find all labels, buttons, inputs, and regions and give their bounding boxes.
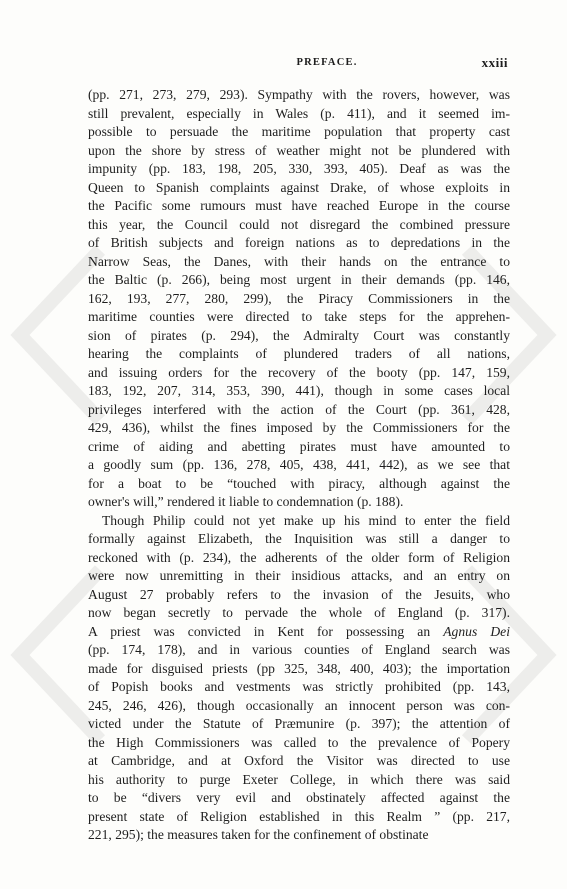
text-line: Narrow Seas, the Danes, with their hands on the entrance to xyxy=(88,253,510,269)
text-line: (pp. 174, 178), and in various counties of England search was xyxy=(88,642,510,657)
text-line: 162, 193, 277, 280, 299), the Piracy Commissioners in the xyxy=(88,290,510,306)
text-line: upon the shore by stress of weather might not be plundered with xyxy=(88,142,510,158)
paragraph xyxy=(88,86,510,512)
paragraph xyxy=(88,512,510,845)
text-line: now began secretly to pervade the whole of England (p. 317). xyxy=(88,605,510,620)
text-line: Though Philip could not yet make up his mind to enter the field xyxy=(102,512,510,528)
text-line: Queen to Spanish complaints against Drake, of whose exploits in xyxy=(88,179,510,195)
text-line: were now unremitting in their insidious attacks, and an entry on xyxy=(88,568,510,583)
text-line: of Popish books and vestments was strictly prohibited (pp. 143, xyxy=(88,679,510,694)
text-line: privileges interfered with the action of the Court (pp. 361, 428, xyxy=(88,401,510,417)
text-line: a goodly sum (pp. 136, 278, 405, 438, 441, 442), as we see that xyxy=(88,457,510,472)
text-line: the Baltic (p. 266), being most urgent in their demands (pp. 146, xyxy=(88,272,510,287)
text-line: 429, 436), whilst the fines imposed by the Commissioners for the xyxy=(88,420,510,435)
text-line: his authority to purge Exeter College, in which there was said xyxy=(88,771,510,787)
text-line: to be “divers very evil and obstinately affected against the xyxy=(88,790,510,805)
text-line: at Cambridge, and at Oxford the Visitor was directed to use xyxy=(88,753,510,768)
text-line: A priest was convicted in Kent for possessing an Agnus Dei xyxy=(88,623,510,639)
text-line: of British subjects and foreign nations as to depredations in the xyxy=(88,235,510,250)
text-line: (pp. 271, 273, 279, 293). Sympathy with the rovers, however, was xyxy=(88,87,510,102)
page-header xyxy=(98,57,508,73)
text-line: 221, 295); the measures taken for the confinement of obstinate xyxy=(88,827,429,842)
text-line: the Pacific some rumours must have reached Europe in the course xyxy=(88,198,510,213)
text-line: for a boat to be “touched with piracy, although against the xyxy=(88,475,510,491)
text-line: owner's will,” rendered it liable to condemnation (p. 188). xyxy=(88,494,404,509)
text-line: present state of Religion established in this Realm ” (pp. 217, xyxy=(88,808,510,824)
text-line: formally against Elizabeth, the Inquisition was still a danger to xyxy=(88,531,510,546)
text-line: August 27 probably refers to the invasion of the Jesuits, who xyxy=(88,586,510,602)
page-number: xxiii xyxy=(481,55,508,70)
text-line: possible to persuade the maritime population that property cast xyxy=(88,124,510,139)
body-text xyxy=(88,86,510,845)
text-line: 183, 192, 207, 314, 353, 390, 441), though in some cases local xyxy=(88,383,510,398)
text-line: this year, the Council could not disregard the combined pressure xyxy=(88,216,510,232)
text-line: 245, 246, 426), though occasionally an innocent person was con- xyxy=(88,697,510,713)
text-line: sion of pirates (p. 294), the Admiralty Court was constantly xyxy=(88,327,510,343)
text-line: still prevalent, especially in Wales (p. 411), and it seemed im- xyxy=(88,105,510,121)
text-line: hearing the complaints of plundered traders of all nations, xyxy=(88,346,510,361)
running-title: PREFACE. xyxy=(296,57,358,68)
text-line: and issuing orders for the recovery of the booty (pp. 147, 159, xyxy=(88,364,510,380)
text-line: victed under the Statute of Præmunire (p. 397); the attention of xyxy=(88,716,510,731)
text-line: the High Commissioners was called to the prevalence of Popery xyxy=(88,734,510,750)
text-line: crime of aiding and abetting pirates must have amounted to xyxy=(88,438,510,454)
text-line: reckoned with (p. 234), the adherents of the older form of Religion xyxy=(88,549,510,565)
text-line: made for disguised priests (pp 325, 348, 400, 403); the importation xyxy=(88,660,510,676)
text-line: impunity (pp. 183, 198, 205, 330, 393, 405). Deaf as was the xyxy=(88,161,510,176)
text-line: maritime counties were directed to take steps for the apprehen- xyxy=(88,309,510,324)
